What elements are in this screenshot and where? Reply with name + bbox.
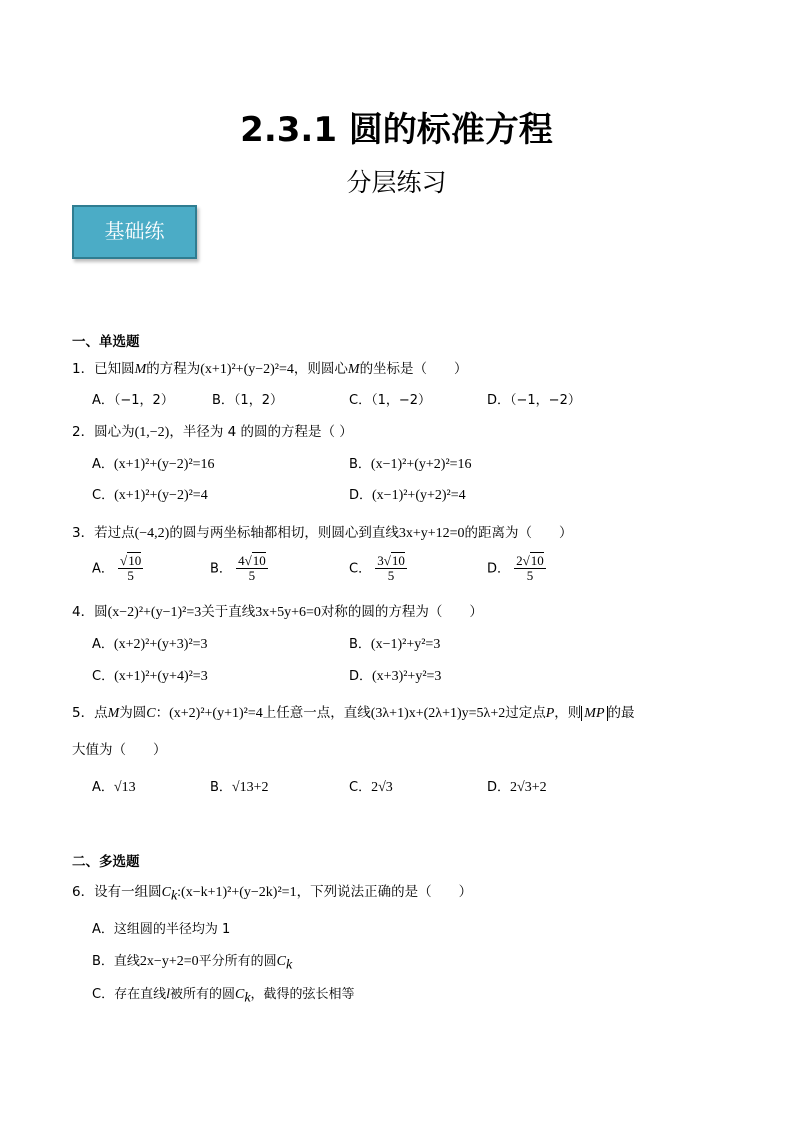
option-label: B．	[210, 561, 232, 577]
q5-text: 为圆	[119, 705, 147, 721]
section-single-choice: 一、单选题	[72, 334, 140, 350]
q4-text: 关于直线	[201, 604, 256, 620]
question-5-line2: 大值为（ ）	[72, 742, 167, 758]
option-equation: (x+1)²+(y−2)²=16	[113, 457, 215, 472]
section-multi-choice: 二、多选题	[72, 854, 140, 870]
option-text: 平分所有的圆	[198, 954, 277, 969]
q5-distance: MP	[581, 706, 607, 721]
coefficient: 3	[377, 553, 384, 568]
radicand: 10	[252, 553, 266, 568]
option-label: A．	[92, 561, 114, 577]
q4-option-d	[349, 665, 441, 685]
q3-option-b	[210, 554, 268, 584]
option-value: √13	[113, 780, 136, 795]
denominator: 5	[248, 568, 256, 584]
option-label: C．	[349, 561, 372, 577]
q5-option-c	[349, 776, 393, 796]
q4-equation: (x−2)²+(y−1)²=3	[107, 605, 202, 620]
option-label: C．	[92, 669, 115, 684]
page-subtitle: 分层练习	[346, 168, 447, 197]
q2-option-c	[92, 484, 208, 504]
option-label: A．	[92, 780, 114, 795]
option-equation: (x−1)²+(y+2)²=4	[372, 488, 466, 503]
q2-option-a	[92, 453, 215, 473]
q3-text: 的圆与两坐标轴都相切，则圆心到直线	[169, 525, 399, 541]
question-5	[72, 701, 635, 722]
q5-var: C	[146, 706, 156, 721]
q2-text: ，半径为 4 的圆的方程是（ ）	[169, 424, 353, 440]
option-equation: (x−1)²+(y+2)²=16	[370, 457, 472, 472]
option-label: A．	[92, 457, 114, 472]
q4-option-a	[92, 633, 208, 653]
q1-text: ，则圆心	[293, 361, 348, 377]
q6-text: 6．设有一组圆	[72, 884, 162, 900]
q6-text: ，下列说法正确的是（ ）	[296, 884, 473, 900]
fraction: $\frac{4√10}{5}$	[238, 553, 266, 584]
q3-point: (−4,2)	[134, 526, 170, 541]
radicand: 10	[530, 553, 544, 568]
option-label: B．	[210, 780, 232, 795]
option-text: B．直线	[92, 954, 140, 969]
q6-equation: :(x−k+1)²+(y−2k)²=1	[177, 885, 297, 900]
q1-option-d: D．（−1，−2）	[487, 393, 581, 408]
q1-text: 的坐标是（ ）	[359, 361, 468, 377]
q1-equation: (x+1)²+(y−2)²=4	[200, 362, 294, 377]
option-equation: (x+2)²+(y+3)²=3	[113, 637, 208, 652]
q4-line-equation: 3x+5y+6=0	[255, 605, 321, 620]
option-equation: 2x−y+2=0	[139, 954, 199, 969]
q3-option-c	[349, 554, 407, 584]
fraction: $\frac{2√10}{5}$	[516, 553, 544, 584]
question-6	[72, 880, 473, 904]
denominator: 5	[526, 568, 534, 584]
option-label: D．	[349, 669, 373, 684]
denominator: 5	[387, 568, 395, 584]
option-value: 2√3	[371, 780, 393, 795]
q5-line-equation: (3λ+1)x+(2λ+1)y=5λ+2	[370, 706, 506, 721]
q5-option-a	[92, 776, 136, 796]
option-var: C	[234, 987, 245, 1002]
q1-text: 1．已知圆	[72, 361, 135, 377]
q6-subscript: k	[170, 888, 178, 904]
option-var: C	[276, 954, 286, 969]
option-label: B．	[349, 637, 371, 652]
coefficient: 4	[238, 553, 245, 568]
option-label: C．	[349, 780, 372, 795]
question-3	[72, 521, 573, 542]
q6-option-b	[92, 950, 293, 973]
q5-text: 过定点	[505, 705, 546, 721]
q1-option-b: B．（1，2）	[212, 393, 283, 408]
option-label: D．	[487, 561, 511, 577]
q5-text: 上任意一点，直线	[262, 705, 371, 721]
option-subscript: k	[244, 990, 251, 1006]
q1-var: M	[134, 362, 147, 377]
q3-option-a	[92, 554, 143, 584]
q1-option-c: C．（1，−2）	[349, 393, 432, 408]
option-label: B．	[349, 457, 371, 472]
q4-option-b	[349, 633, 440, 653]
q3-text: 的距离为（ ）	[464, 525, 573, 541]
q4-text: 4．圆	[72, 604, 108, 620]
option-label: C．	[92, 488, 115, 503]
option-subscript: k	[285, 957, 293, 973]
question-1	[72, 357, 468, 378]
q5-var: P	[545, 706, 555, 721]
denominator: 5	[127, 568, 134, 584]
q1-option-a: A．（−1，2）	[92, 393, 174, 408]
q1-var: M	[347, 362, 360, 377]
fraction: $\frac{√10}{5}$	[120, 553, 142, 584]
q5-text: 的最	[607, 705, 635, 721]
q4-option-c	[92, 665, 208, 685]
q2-option-b	[349, 453, 472, 473]
option-text: 被所有的圆	[169, 987, 235, 1002]
radicand: 10	[391, 553, 405, 568]
question-2	[72, 420, 353, 441]
radicand: 10	[128, 553, 142, 568]
q1-text: 的方程为	[146, 361, 201, 377]
option-equation: (x+1)²+(y+4)²=3	[114, 669, 208, 684]
q2-option-d	[349, 484, 466, 504]
q6-var: C	[161, 885, 171, 900]
q3-line-equation: 3x+y+12=0	[398, 526, 465, 541]
question-4	[72, 600, 483, 621]
option-value: √13+2	[231, 780, 269, 795]
q2-text: 2．圆心为	[72, 424, 135, 440]
q5-option-d	[487, 776, 547, 796]
q5-text: ，则	[554, 705, 582, 721]
coefficient: 2	[516, 553, 523, 568]
option-equation: (x+3)²+y²=3	[372, 669, 442, 684]
option-text: C．存在直线	[92, 987, 167, 1002]
q5-option-b	[210, 776, 269, 796]
q5-var: M	[107, 706, 120, 721]
option-var: l	[166, 987, 170, 1002]
q4-text: 对称的圆的方程为（ ）	[320, 604, 483, 620]
q2-point: (1,−2)	[134, 425, 170, 440]
option-label: D．	[487, 780, 511, 795]
option-value: 2√3+2	[510, 780, 547, 795]
q3-text: 3．若过点	[72, 525, 135, 541]
fraction: $\frac{3√10}{5}$	[377, 553, 405, 584]
option-text: ，截得的弦长相等	[250, 987, 355, 1002]
q5-text: ：	[155, 705, 170, 721]
option-equation: (x+1)²+(y−2)²=4	[114, 488, 208, 503]
q5-text: 5．点	[72, 705, 108, 721]
option-equation: (x−1)²+y²=3	[370, 637, 441, 652]
q5-equation: (x+2)²+(y+1)²=4	[169, 706, 263, 721]
page-title: 2.3.1 圆的标准方程	[240, 110, 553, 150]
q6-option-a: A．这组圆的半径均为 1	[92, 922, 231, 937]
level-badge: 基础练	[72, 205, 197, 259]
option-label: D．	[349, 488, 373, 503]
q6-option-c	[92, 983, 355, 1006]
q3-option-d	[487, 554, 546, 584]
option-label: A．	[92, 637, 114, 652]
